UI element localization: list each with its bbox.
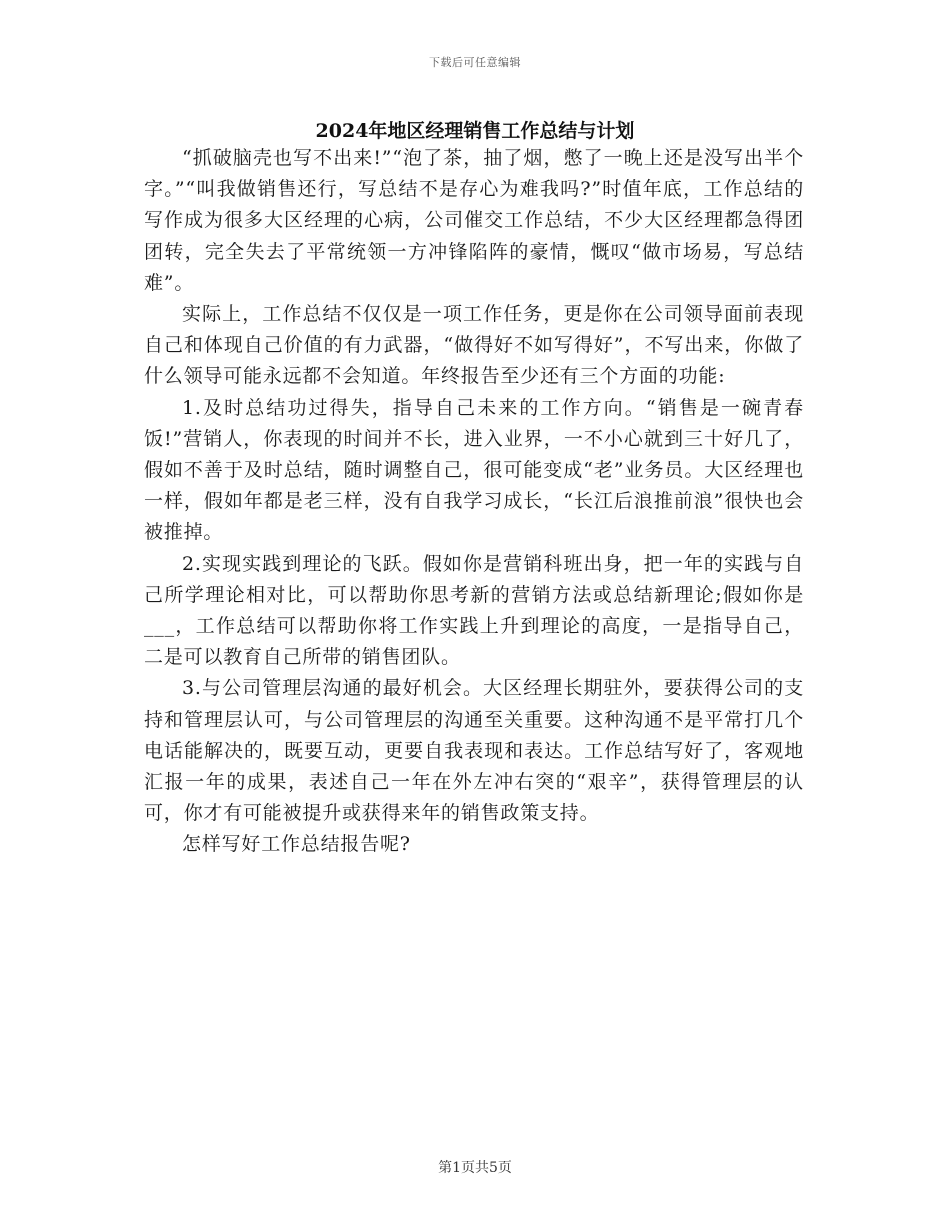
document-body bbox=[144, 143, 804, 861]
paragraph-function-2: 2.实现实践到理论的飞跃。假如你是营销科班出身，把一年的实践与自己所学理论相对比，可以帮助你思考新的营销方法或总结新理论;假如你是___，工作总结可以帮助你将工作实践上升到理论的高度，一是指导自己，二是可以教育自己所带的销售团队。 bbox=[144, 552, 804, 669]
paragraph-question: 怎样写好工作总结报告呢? bbox=[182, 833, 411, 856]
page-number: 第1页共5页 bbox=[438, 1160, 512, 1176]
paragraph-functions-intro: 实际上，工作总结不仅仅是一项工作任务，更是你在公司领导面前表现自己和体现自己价值的有力武器，“做得好不如写得好”，不写出来，你做了什么领导可能永远都不会知道。年终报告至少还有三个方面的功能: bbox=[144, 303, 804, 388]
paragraph-function-3: 3.与公司管理层沟通的最好机会。大区经理长期驻外，要获得公司的支持和管理层认可，与公司管理层的沟通至关重要。这种沟通不是平常打几个电话能解决的，既要互动，更要自我表现和表达。工作总结写好了，客观地汇报一年的成果，表述自己一年在外左冲右突的“艰辛”，获得管理层的认可，你才有可能被提升或获得来年的销售政策支持。 bbox=[144, 677, 804, 825]
page-header-note: 下载后可任意编辑 bbox=[429, 56, 521, 69]
paragraph-function-1: 1.及时总结功过得失，指导自己未来的工作方向。“销售是一碗青春饭!”营销人，你表现的时间并不长，进入业界，一不小心就到三十好几了，假如不善于及时总结，随时调整自己，很可能变成“老”业务员。大区经理也一样，假如年都是老三样，没有自我学习成长，“长江后浪推前浪”很快也会被推掉。 bbox=[144, 396, 804, 544]
paragraph-intro: “抓破脑壳也写不出来!”“泡了茶，抽了烟，憋了一晚上还是没写出半个字。”“叫我做销售还行，写总结不是存心为难我吗?”时值年底，工作总结的写作成为很多大区经理的心病，公司催交工作总结，不少大区经理都急得团团转，完全失去了平常统领一方冲锋陷阵的豪情，慨叹“做市场易，写总结难”。 bbox=[144, 147, 804, 294]
document-title: 2024年地区经理销售工作总结与计划 bbox=[315, 120, 635, 142]
